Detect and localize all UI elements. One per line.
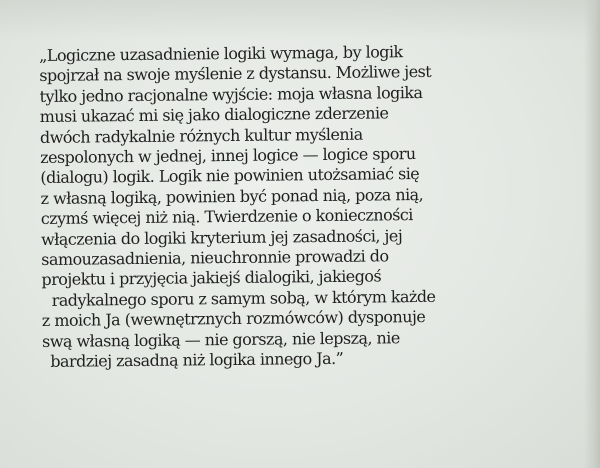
quote-line-4: musi ukazać mi się jako dialogiczne zderzenie [39, 103, 389, 127]
quote-line-10: włączenia do logiki kryterium jej zasadności, jej [40, 225, 403, 249]
quote-line-12: projektu i przyjęcia jakiejś dialogiki, jakiegoś [41, 266, 382, 290]
quote-line-8: z własną logiką, powinien być ponad nią, poza nią, [40, 184, 424, 208]
quote-line-2: spojrzał na swoje myślenie z dystansu. Możliwe jest [39, 62, 432, 86]
page-edge [584, 0, 600, 468]
quote-line-9: czymś więcej niż nią. Twierdzenie o konieczności [40, 205, 413, 229]
quote-line-1: „Logiczne uzasadnienie logiki wymaga, by logik [39, 42, 403, 65]
quote-line-3: tylko jedno racjonalne wyjście: moja własna logika [39, 82, 423, 106]
quote-line-11: samouzasadnienia, nieuchronnie prowadzi do [41, 246, 389, 270]
quote-line-15: swą własną logiką — nie gorszą, nie lepszą, nie [41, 327, 400, 351]
quote-paragraph [39, 40, 582, 372]
quote-line-14: z moich Ja (wewnętrznych rozmówców) dysponuje [41, 307, 426, 331]
quote-line-6: zespolonych w jednej, innej logice — logice sporu [40, 144, 416, 168]
quote-line-16: bardziej zasadną niż logika innego Ja.” [50, 348, 344, 371]
quote-line-13: radykalnego sporu z samym sobą, w którym każde [51, 286, 436, 310]
quote-line-5: dwóch radykalnie różnych kultur myślenia [39, 124, 363, 147]
page-shadow [0, 0, 600, 40]
quote-line-7: (dialogu) logik. Logik nie powinien utożsamiać się [40, 164, 420, 188]
